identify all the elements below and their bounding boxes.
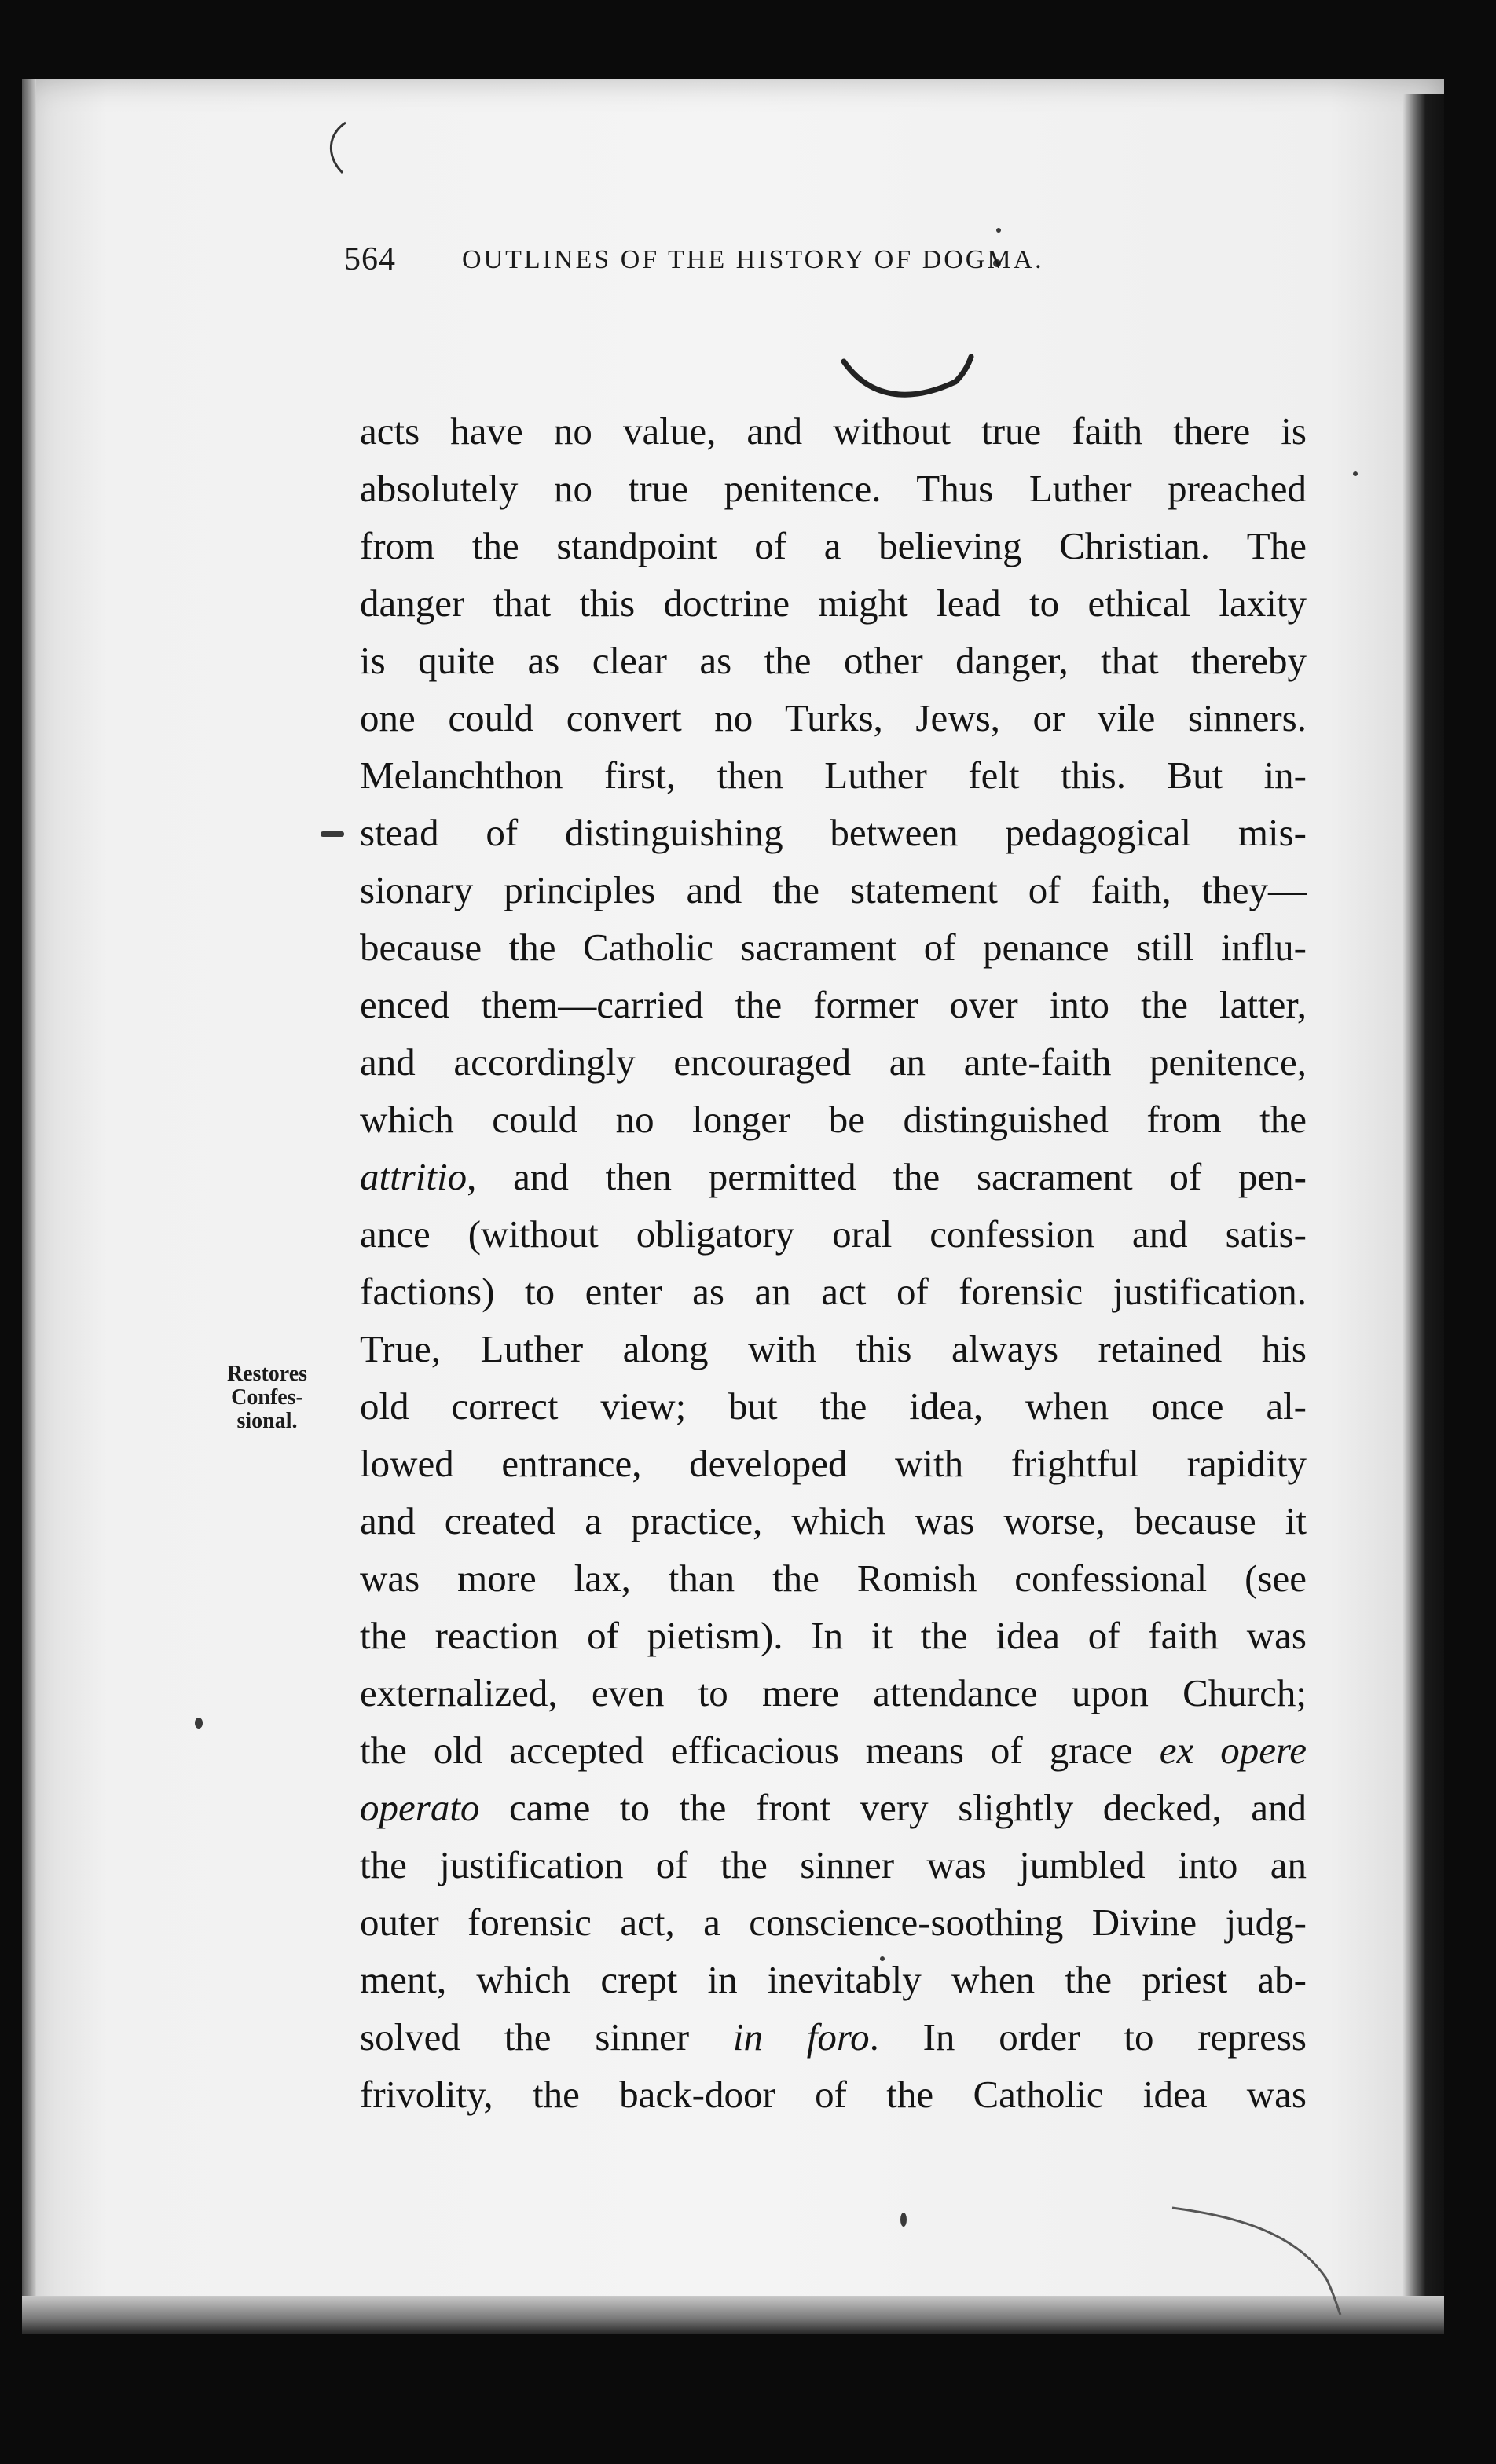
scan-speck (1353, 471, 1358, 476)
text-line (360, 1435, 1307, 1492)
scan-speck (321, 831, 344, 837)
text-run: and accordingly encouraged an ante-faith penitence, (360, 1040, 1307, 1084)
text-run: which could no longer be distinguished from the (360, 1098, 1307, 1141)
italic-text: in foro (732, 2015, 870, 2059)
marginal-note (204, 1362, 330, 1433)
body-text (360, 402, 1307, 2123)
marginal-note-text: Restores Confes- sional. (226, 1362, 308, 1433)
text-run: factions) to enter as an act of forensic justification. (360, 1270, 1307, 1313)
text-run: acts have no value, and without true faith there is (360, 409, 1307, 453)
text-run: Melanchthon first, then Luther felt this. But in- (360, 754, 1307, 797)
text-line (360, 1549, 1307, 1607)
text-line (360, 402, 1307, 460)
text-run: the old accepted efficacious means of grace (360, 1729, 1160, 1772)
text-line (360, 1205, 1307, 1263)
text-run: is quite as clear as the other danger, that thereby (360, 639, 1307, 682)
pen-mark-top-left (314, 118, 361, 181)
text-line (360, 1320, 1307, 1377)
text-run: ance (without obligatory oral confession and satis- (360, 1212, 1307, 1256)
text-line (360, 1091, 1307, 1148)
text-line (360, 460, 1307, 517)
text-run: came to the front very slightly decked, and (479, 1786, 1307, 1829)
text-run: the reaction of pietism). In it the idea of faith was (360, 1614, 1307, 1657)
text-run: absolutely no true penitence. Thus Luther preached (360, 467, 1307, 510)
text-line (360, 861, 1307, 918)
running-head: OUTLINES OF THE HISTORY OF DOGMA. (462, 245, 1044, 274)
text-line (360, 1377, 1307, 1435)
text-run: because the Catholic sacrament of penance still influ- (360, 926, 1307, 969)
scan-speck (195, 1718, 203, 1729)
book-binding-edge (1403, 94, 1444, 2334)
text-line (360, 1263, 1307, 1320)
text-line (360, 2066, 1307, 2123)
scan-speck (996, 228, 1001, 233)
text-run: one could convert no Turks, Jews, or vile sinners. (360, 696, 1307, 739)
text-run: danger that this doctrine might lead to ethical laxity (360, 581, 1307, 625)
text-line (360, 632, 1307, 689)
text-run: and created a practice, which was worse, because it (360, 1499, 1307, 1542)
text-line (360, 517, 1307, 574)
text-run: the justification of the sinner was jumbled into an (360, 1843, 1307, 1886)
text-run: lowed entrance, developed with frightful rapidity (360, 1442, 1307, 1485)
text-line (360, 746, 1307, 804)
text-run: externalized, even to mere attendance upon Church; (360, 1671, 1307, 1714)
text-line (360, 1664, 1307, 1722)
text-line (360, 2008, 1307, 2066)
scan-speck (900, 2213, 907, 2227)
page-number: 564 (344, 241, 396, 277)
italic-text: ex opere (1159, 1729, 1307, 1772)
text-line (360, 1722, 1307, 1779)
text-run: True, Luther along with this always retained his (360, 1327, 1307, 1370)
text-run: was more lax, than the Romish confessional (see (360, 1556, 1307, 1600)
text-run: old correct view; but the idea, when once al- (360, 1384, 1307, 1428)
text-line (360, 1607, 1307, 1664)
italic-text: attritio (360, 1155, 468, 1198)
text-run: sionary principles and the statement of faith, they— (360, 868, 1307, 911)
text-line (360, 1779, 1307, 1836)
text-run: frivolity, the back-door of the Catholic idea was (360, 2073, 1307, 2116)
text-line (360, 804, 1307, 861)
text-run: ment, which crept in inevitably when the priest ab- (360, 1958, 1307, 2001)
text-run: , and then permitted the sacrament of pen- (467, 1155, 1307, 1198)
text-line (360, 1894, 1307, 1951)
text-run: . In order to repress (869, 2015, 1307, 2059)
text-run: stead of distinguishing between pedagogical mis- (360, 811, 1307, 854)
text-line (360, 689, 1307, 746)
italic-text: operato (360, 1786, 480, 1829)
text-run: from the standpoint of a believing Christian. The (360, 524, 1307, 567)
page-left-edge (22, 79, 36, 2334)
text-run: enced them—carried the former over into the latter, (360, 983, 1307, 1026)
pen-mark-bottom-right (1169, 2184, 1373, 2318)
text-run: solved the sinner (360, 2015, 733, 2059)
text-line (360, 918, 1307, 976)
text-line (360, 1492, 1307, 1549)
text-line (360, 1148, 1307, 1205)
text-line (360, 1033, 1307, 1091)
text-line (360, 1836, 1307, 1894)
text-run: outer forensic act, a conscience-soothing Divine judg- (360, 1901, 1307, 1944)
text-line (360, 1951, 1307, 2008)
text-line (360, 574, 1307, 632)
text-line (360, 976, 1307, 1033)
